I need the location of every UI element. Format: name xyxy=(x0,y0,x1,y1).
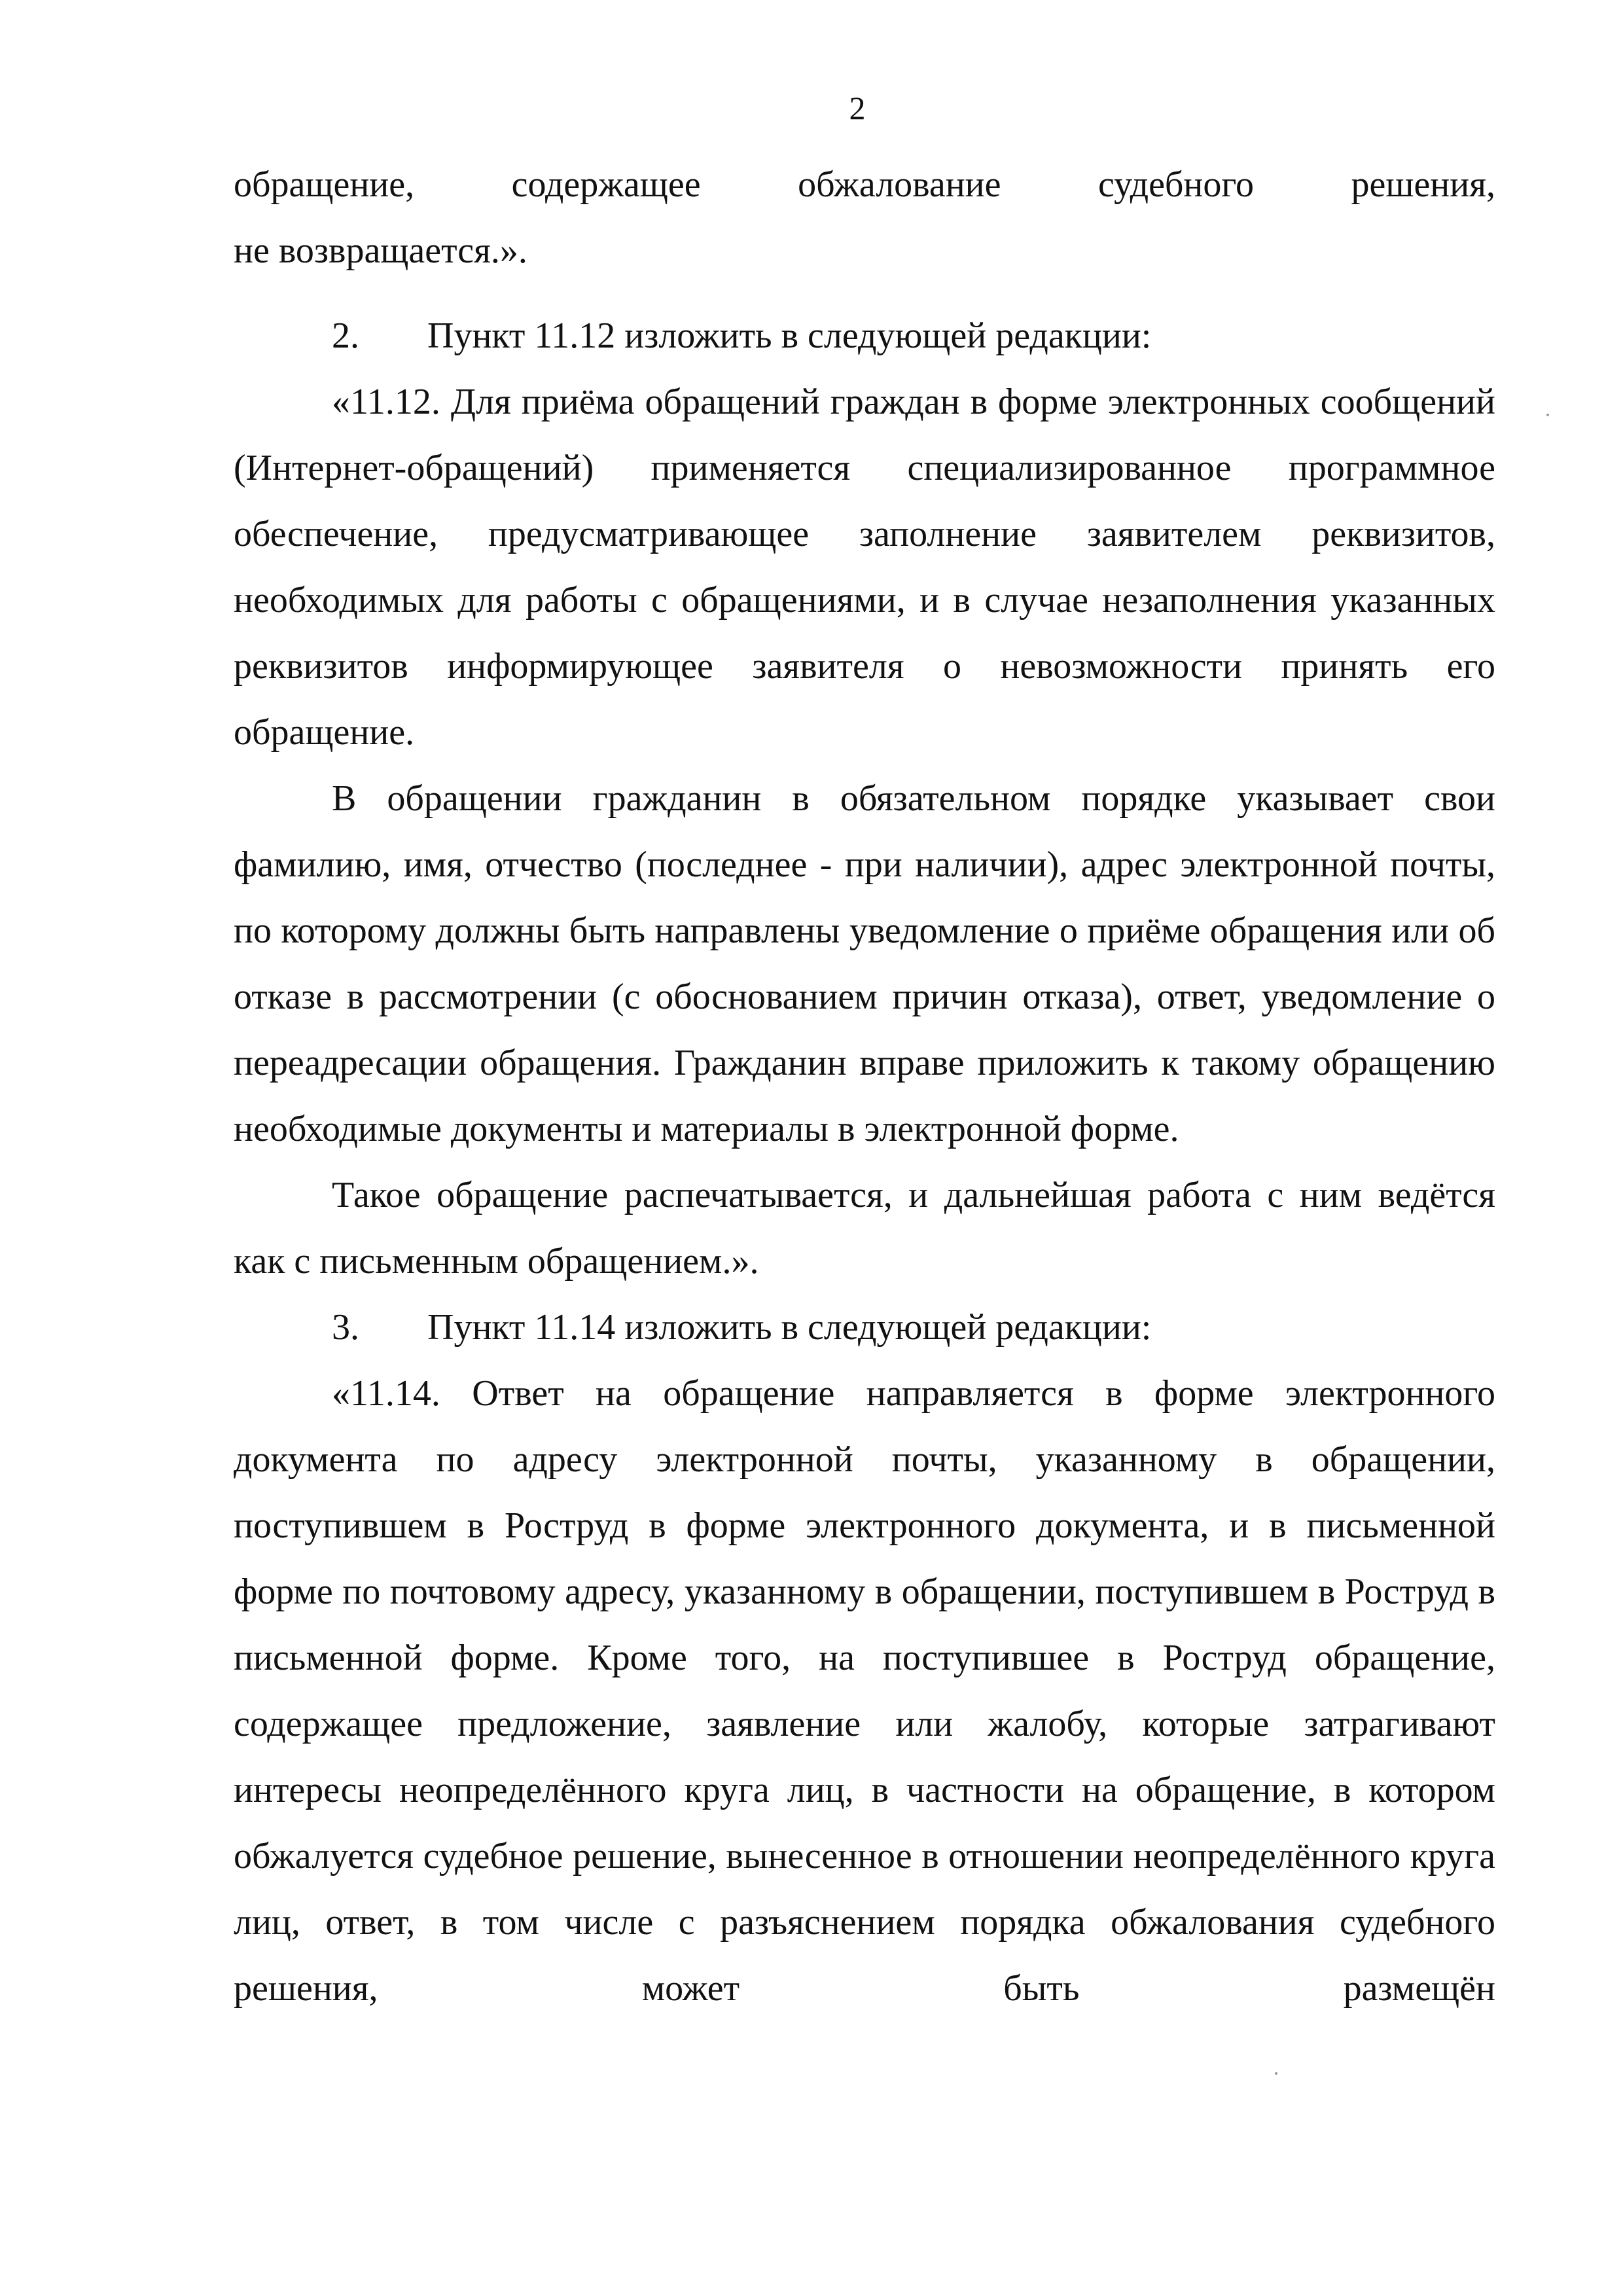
continued-paragraph-line-1: обращение, содержащее обжалование судебного решения, xyxy=(234,164,1495,205)
paragraph-11-12: «11.12. Для приёма обращений граждан в форме электронных сообщений (Интернет-обращений) применяется специализированное программное обеспечение, предусматривающее заполнение заявителем реквизитов, необходимых для работы с обращениями, и в случае незаполнения указанных реквизитов информирующее заявителя о невозможности принять его обращение. xyxy=(234,382,1495,753)
list-item-2-number: 2. xyxy=(332,315,359,356)
list-item-3 xyxy=(234,1295,1495,1361)
page-number: 2 xyxy=(849,90,866,126)
scan-speck xyxy=(1275,2072,1277,2075)
paragraph-printing: Такое обращение распечатывается, и дальнейшая работа с ним ведётся как с письменным обращением.». xyxy=(234,1175,1495,1282)
list-item-2 xyxy=(234,303,1495,369)
continued-paragraph xyxy=(234,152,1495,284)
list-item-3-text: Пункт 11.14 изложить в следующей редакции: xyxy=(427,1307,1152,1348)
list-item-3-number: 3. xyxy=(332,1307,359,1348)
document-body xyxy=(234,152,1495,2022)
scan-speck xyxy=(1546,414,1549,416)
paragraph-11-14: «11.14. Ответ на обращение направляется в форме электронного документа по адресу электронной почты, указанному в обращении, поступившем в Роструд в форме электронного документа, и в письменной форме по почтовому адресу, указанному в обращении, поступившем в Роструд в письменной форме. Кроме того, на поступившее в Роструд обращение, содержащее предложение, заявление или жалобу, которые затрагивают интересы неопределённого круга лиц, в частности на обращение, в котором обжалуется судебное решение, вынесенное в отношении неопределённого круга лиц, ответ, в том числе с разъяснением порядка обжалования судебного решения, может быть размещён xyxy=(234,1373,1495,2009)
paragraph-required-fields: В обращении гражданин в обязательном порядке указывает свои фамилию, имя, отчество (последнее - при наличии), адрес электронной почты, по которому должны быть направлены уведомление о приёме обращения или об отказе в рассмотрении (с обоснованием причин отказа), ответ, уведомление о переадресации обращения. Гражданин вправе приложить к такому обращению необходимые документы и материалы в электронной форме. xyxy=(234,778,1495,1149)
continued-paragraph-line-2: не возвращается.». xyxy=(234,230,527,271)
list-item-2-text: Пункт 11.12 изложить в следующей редакции: xyxy=(427,315,1152,356)
